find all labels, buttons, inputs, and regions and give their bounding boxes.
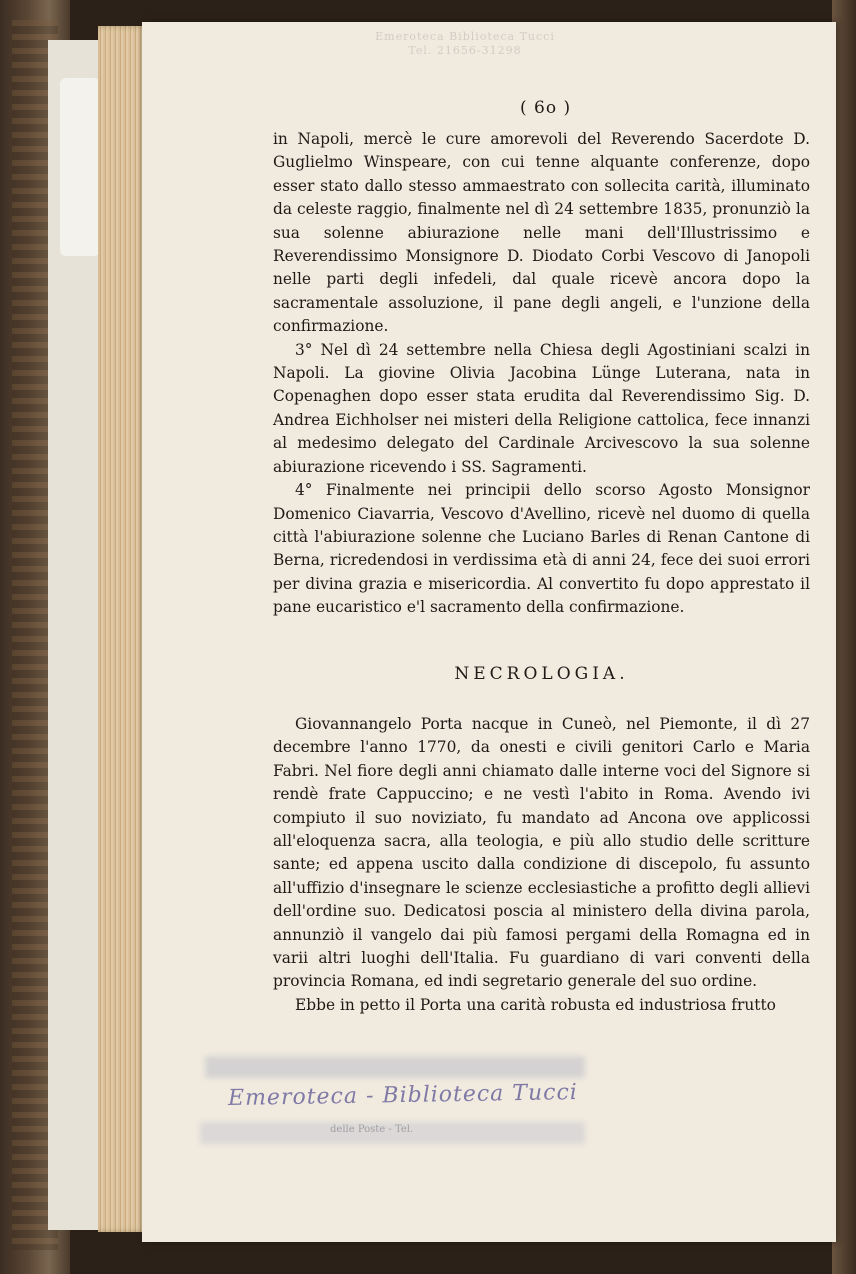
necrologia-text [273, 713, 810, 1017]
bleed-through-stamp [345, 30, 585, 58]
paper-slip [60, 78, 100, 256]
library-stamp: Emeroteca - Biblioteca Tucci [227, 1079, 579, 1112]
section-title: NECROLOGIA. [454, 664, 629, 684]
body-text [273, 128, 810, 620]
page-edges [98, 26, 146, 1232]
bleed-through-line-1: Emeroteca Biblioteca Tucci [375, 30, 555, 43]
paragraph-4: 4° Finalmente nei principii dello scorso Agosto Monsignor Domenico Ciavarria, Vescovo d'Avellino, ricevè nel duomo di quella città l'abiurazione solenne che Luciano Barles di Renan Cantone di Berna, ricredendosi in verdissima età di anni 24, fece dei suoi errori per divina grazia e misericordia. Al convertito fu dopo apprestato il pane eucaristico e'l sacramento della confirmazione. [273, 481, 810, 617]
necrologia-paragraph-1: Giovannangelo Porta nacque in Cuneò, nel Piemonte, il dì 27 decembre l'anno 1770, da onesti e civili genitori Carlo e Maria Fabri. Nel fiore degli anni chiamato dalle interne voci del Signore si rendè frate Cappuccino; e ne vestì l'abito in Roma. Avendo ivi compiuto il suo noviziato, fu mandato ad Ancona ove applicossi all'eloquenza sacra, alla teologia, e più allo studio delle scritture sante; ed appena uscito dalla condizione di discepolo, fu assunto all'uffizio d'insegnare le scienze ecclesiastiche a profitto degli allievi dell'ordine suo. Dedicatosi poscia al ministero della divina parola, annunziò il vangelo dai più famosi pergami della Romagna ed in varii altri luoghi dell'Italia. Fu guardiano di vari conventi della provincia Romana, ed indi segretario generale del suo ordine. [273, 715, 810, 991]
paragraph-continuation: in Napoli, mercè le cure amorevoli del Reverendo Sacerdote D. Guglielmo Winspeare, con cui tenne alquante conferenze, dopo esser stato dallo stesso ammaestrato con sollecita carità, illuminato da celeste raggio, finalmente nel dì 24 settembre 1835, pronunziò la sua solenne abiurazione nelle mani dell'Illustrissimo e Reverendissimo Monsignore D. Diodato Corbi Vescovo di Janopoli nelle parti degli infedeli, dal quale ricevè ancora dopo la sacramentale assoluzione, il pane degli angeli, e l'unzione della confirmazione. [273, 130, 810, 336]
stamp-smudge-top [205, 1056, 585, 1078]
library-stamp-subline: delle Poste - Tel. [330, 1124, 414, 1135]
necrologia-paragraph-2: Ebbe in petto il Porta una carità robusta ed industriosa frutto [295, 995, 776, 1014]
bleed-through-line-2: Tel. 21656-31298 [408, 44, 522, 57]
page-number: ( 6o ) [520, 98, 572, 118]
paragraph-3: 3° Nel dì 24 settembre nella Chiesa degli Agostiniani scalzi in Napoli. La giovine Olivia Jacobina Lünge Luterana, nata in Copenaghen dopo esser stata erudita dal Reverendissimo Sig. D. Andrea Eichholser nei misteri della Religione cattolica, fece innanzi al medesimo delegato del Cardinale Arcivescovo la sua solenne abiurazione ricevendo i SS. Sagramenti. [273, 340, 810, 476]
